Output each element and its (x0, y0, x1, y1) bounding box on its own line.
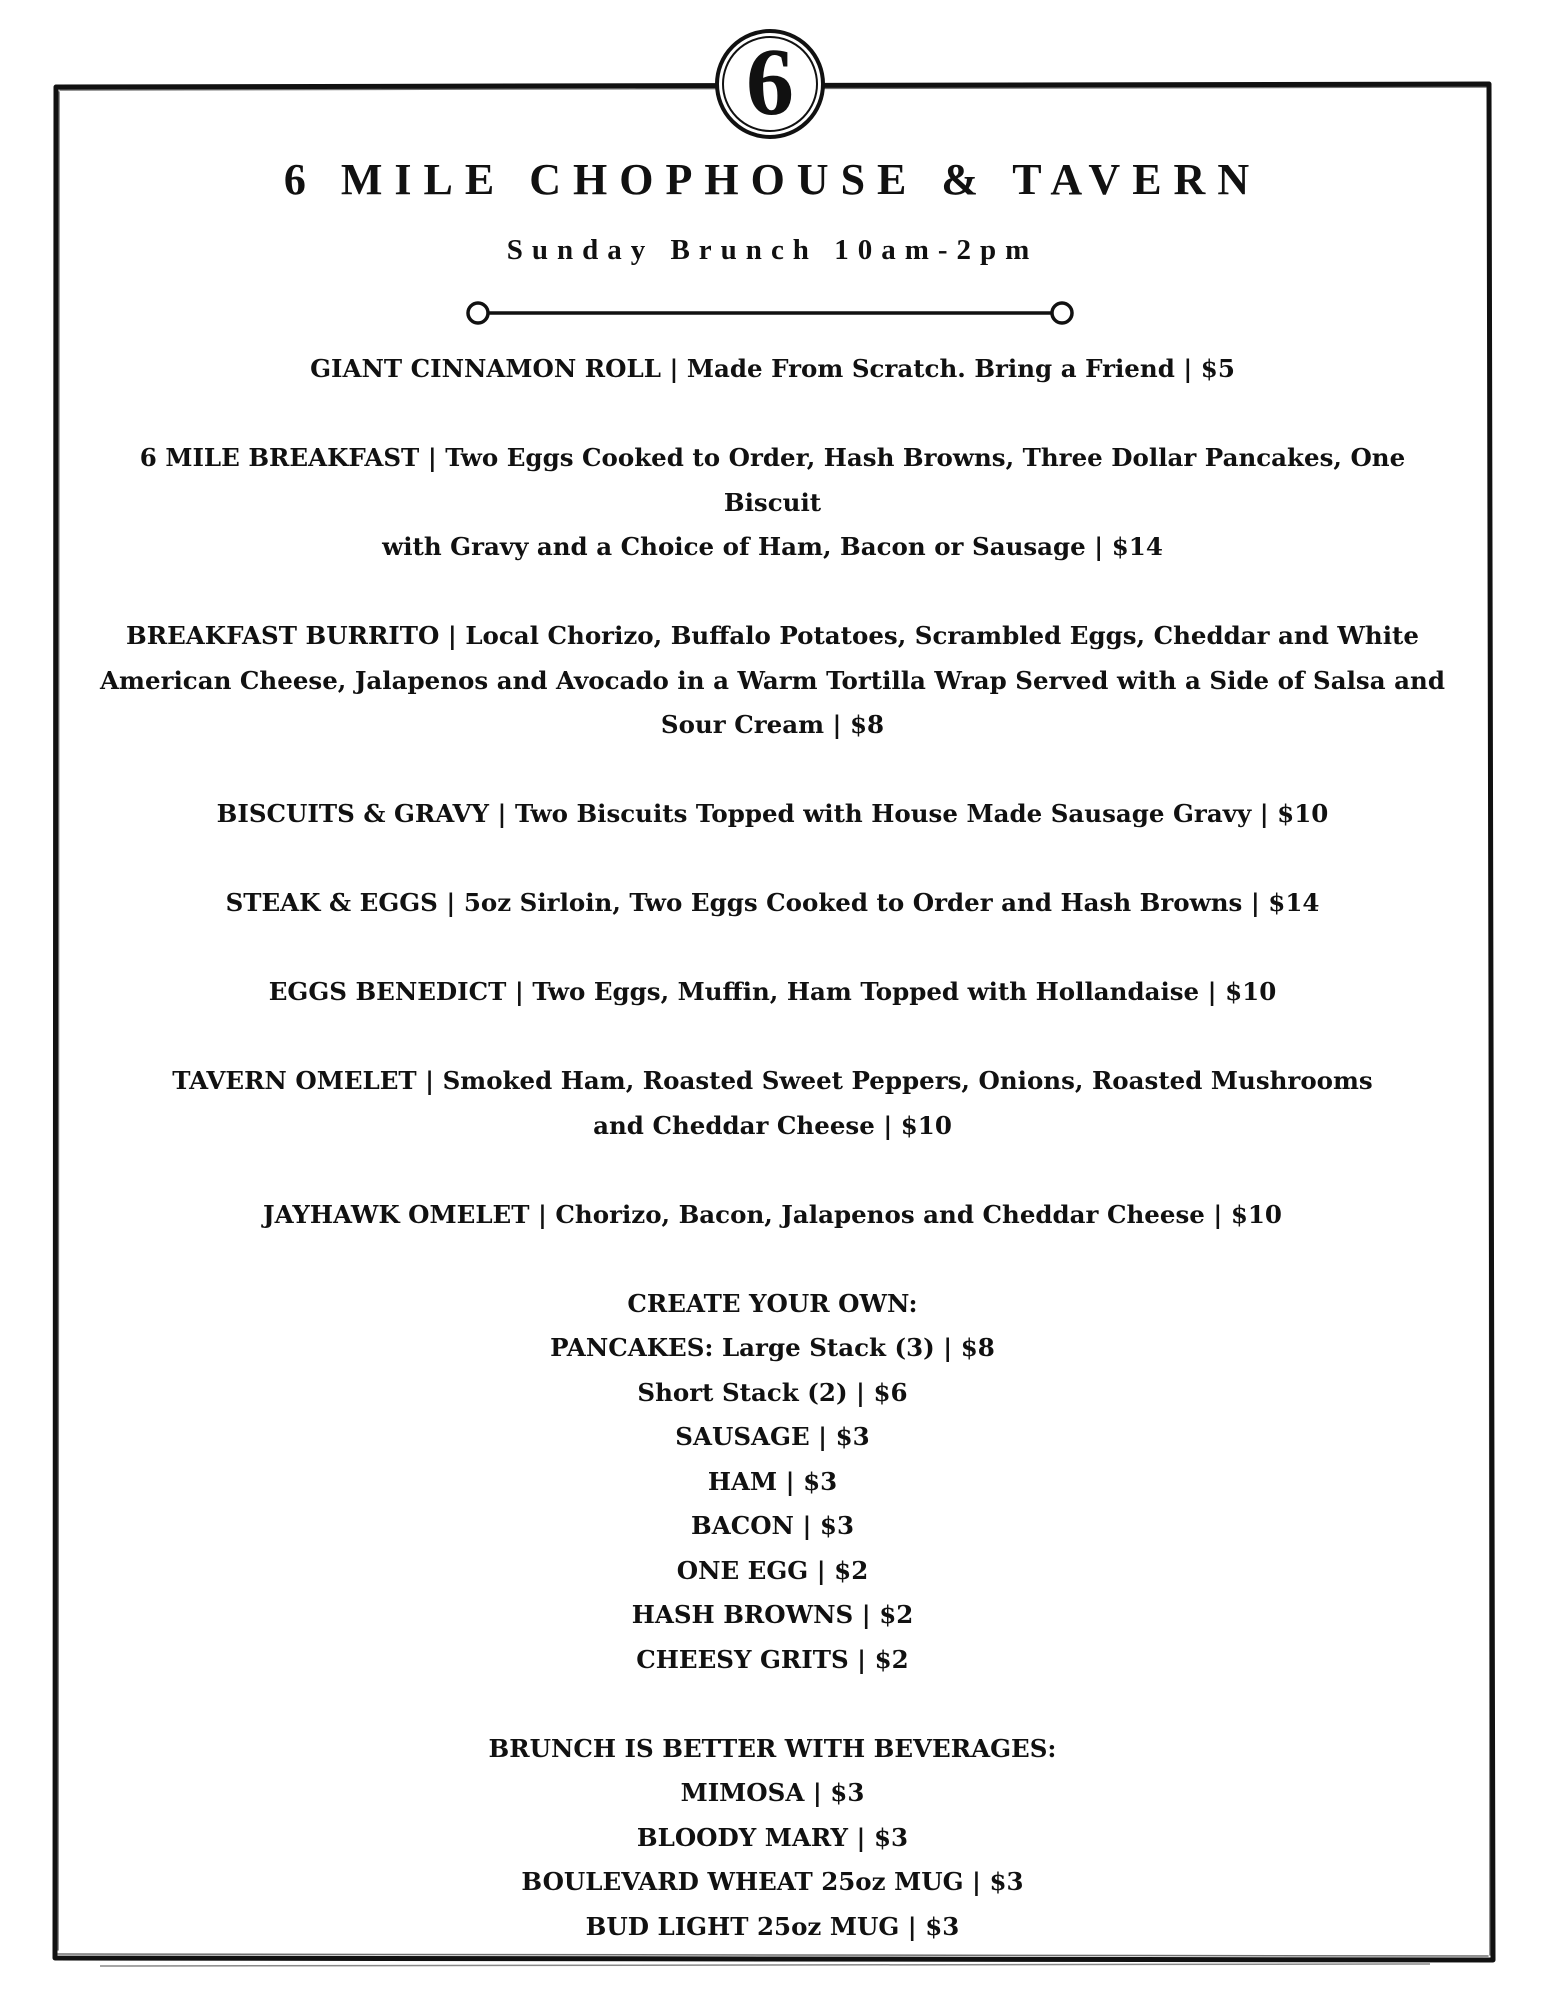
restaurant-logo (715, 29, 825, 139)
menu-item-line: and Cheddar Cheese | $10 (593, 1110, 952, 1140)
menu-item-line: Sour Cream | $8 (660, 710, 885, 739)
menu-item-steak-eggs: STEAK & EGGS | 5oz Sirloin, Two Eggs Cooked to Order and Hash Browns | $14 (225, 888, 1320, 917)
create-your-own-item: SAUSAGE | $3 (675, 1422, 870, 1451)
create-your-own-heading: CREATE YOUR OWN: (627, 1288, 918, 1318)
create-your-own-item: PANCAKES: Large Stack (3) | $8 (550, 1333, 995, 1362)
brunch-hours: Sunday Brunch 10am-2pm (506, 234, 1039, 266)
menu-item-cinnamon-roll: GIANT CINNAMON ROLL | Made From Scratch. Bring a Friend | $5 (310, 354, 1235, 383)
beverage-item: BUD LIGHT 25oz MUG | $3 (585, 1911, 960, 1941)
menu-item-jayhawk-omelet: JAYHAWK OMELET | Chorizo, Bacon, Jalapenos and Cheddar Cheese | $10 (263, 1199, 1282, 1229)
beverage-item: BLOODY MARY | $3 (636, 1822, 909, 1852)
menu-item-line: TAVERN OMELET | Smoked Ham, Roasted Sweet Peppers, Onions, Roasted Mushrooms (172, 1066, 1373, 1095)
create-your-own-item: CHEESY GRITS | $2 (636, 1644, 909, 1674)
create-your-own-item: HAM | $3 (707, 1466, 838, 1496)
menu-list (100, 347, 1445, 1949)
menu-item-6-mile-breakfast (100, 436, 1445, 570)
beverages-heading: BRUNCH IS BETTER WITH BEVERAGES: (488, 1733, 1057, 1763)
menu-item-biscuits-gravy: BISCUITS & GRAVY | Two Biscuits Topped with House Made Sausage Gravy | $10 (216, 799, 1329, 828)
menu-item-line: BREAKFAST BURRITO | Local Chorizo, Buffalo Potatoes, Scrambled Eggs, Cheddar and White (126, 621, 1419, 650)
menu-item-eggs-benedict: EGGS BENEDICT | Two Eggs, Muffin, Ham Topped with Hollandaise | $10 (268, 977, 1277, 1006)
create-your-own-item: Short Stack (2) | $6 (637, 1377, 908, 1407)
menu-item-line: American Cheese, Jalapenos and Avocado in a Warm Tortilla Wrap Served with a Side of Salsa and (100, 665, 1445, 695)
restaurant-name: 6 MILE CHOPHOUSE & TAVERN (283, 155, 1262, 204)
beverage-item: MIMOSA | $3 (680, 1778, 865, 1807)
create-your-own-item: HASH BROWNS | $2 (631, 1600, 914, 1629)
menu-item-line: 6 MILE BREAKFAST | Two Eggs Cooked to Order, Hash Browns, Three Dollar Pancakes, One Biscuit (139, 443, 1406, 517)
menu-item-breakfast-burrito (100, 614, 1445, 748)
menu-item-tavern-omelet (100, 1059, 1445, 1148)
menu-item-line: with Gravy and a Choice of Ham, Bacon or Sausage | $14 (382, 532, 1163, 561)
decorative-divider (464, 299, 1076, 327)
create-your-own-item: ONE EGG | $2 (676, 1555, 869, 1585)
logo-numeral: 6 (722, 36, 818, 132)
create-your-own-item: BACON | $3 (690, 1511, 855, 1540)
beverage-item: BOULEVARD WHEAT 25oz MUG | $3 (521, 1867, 1024, 1896)
